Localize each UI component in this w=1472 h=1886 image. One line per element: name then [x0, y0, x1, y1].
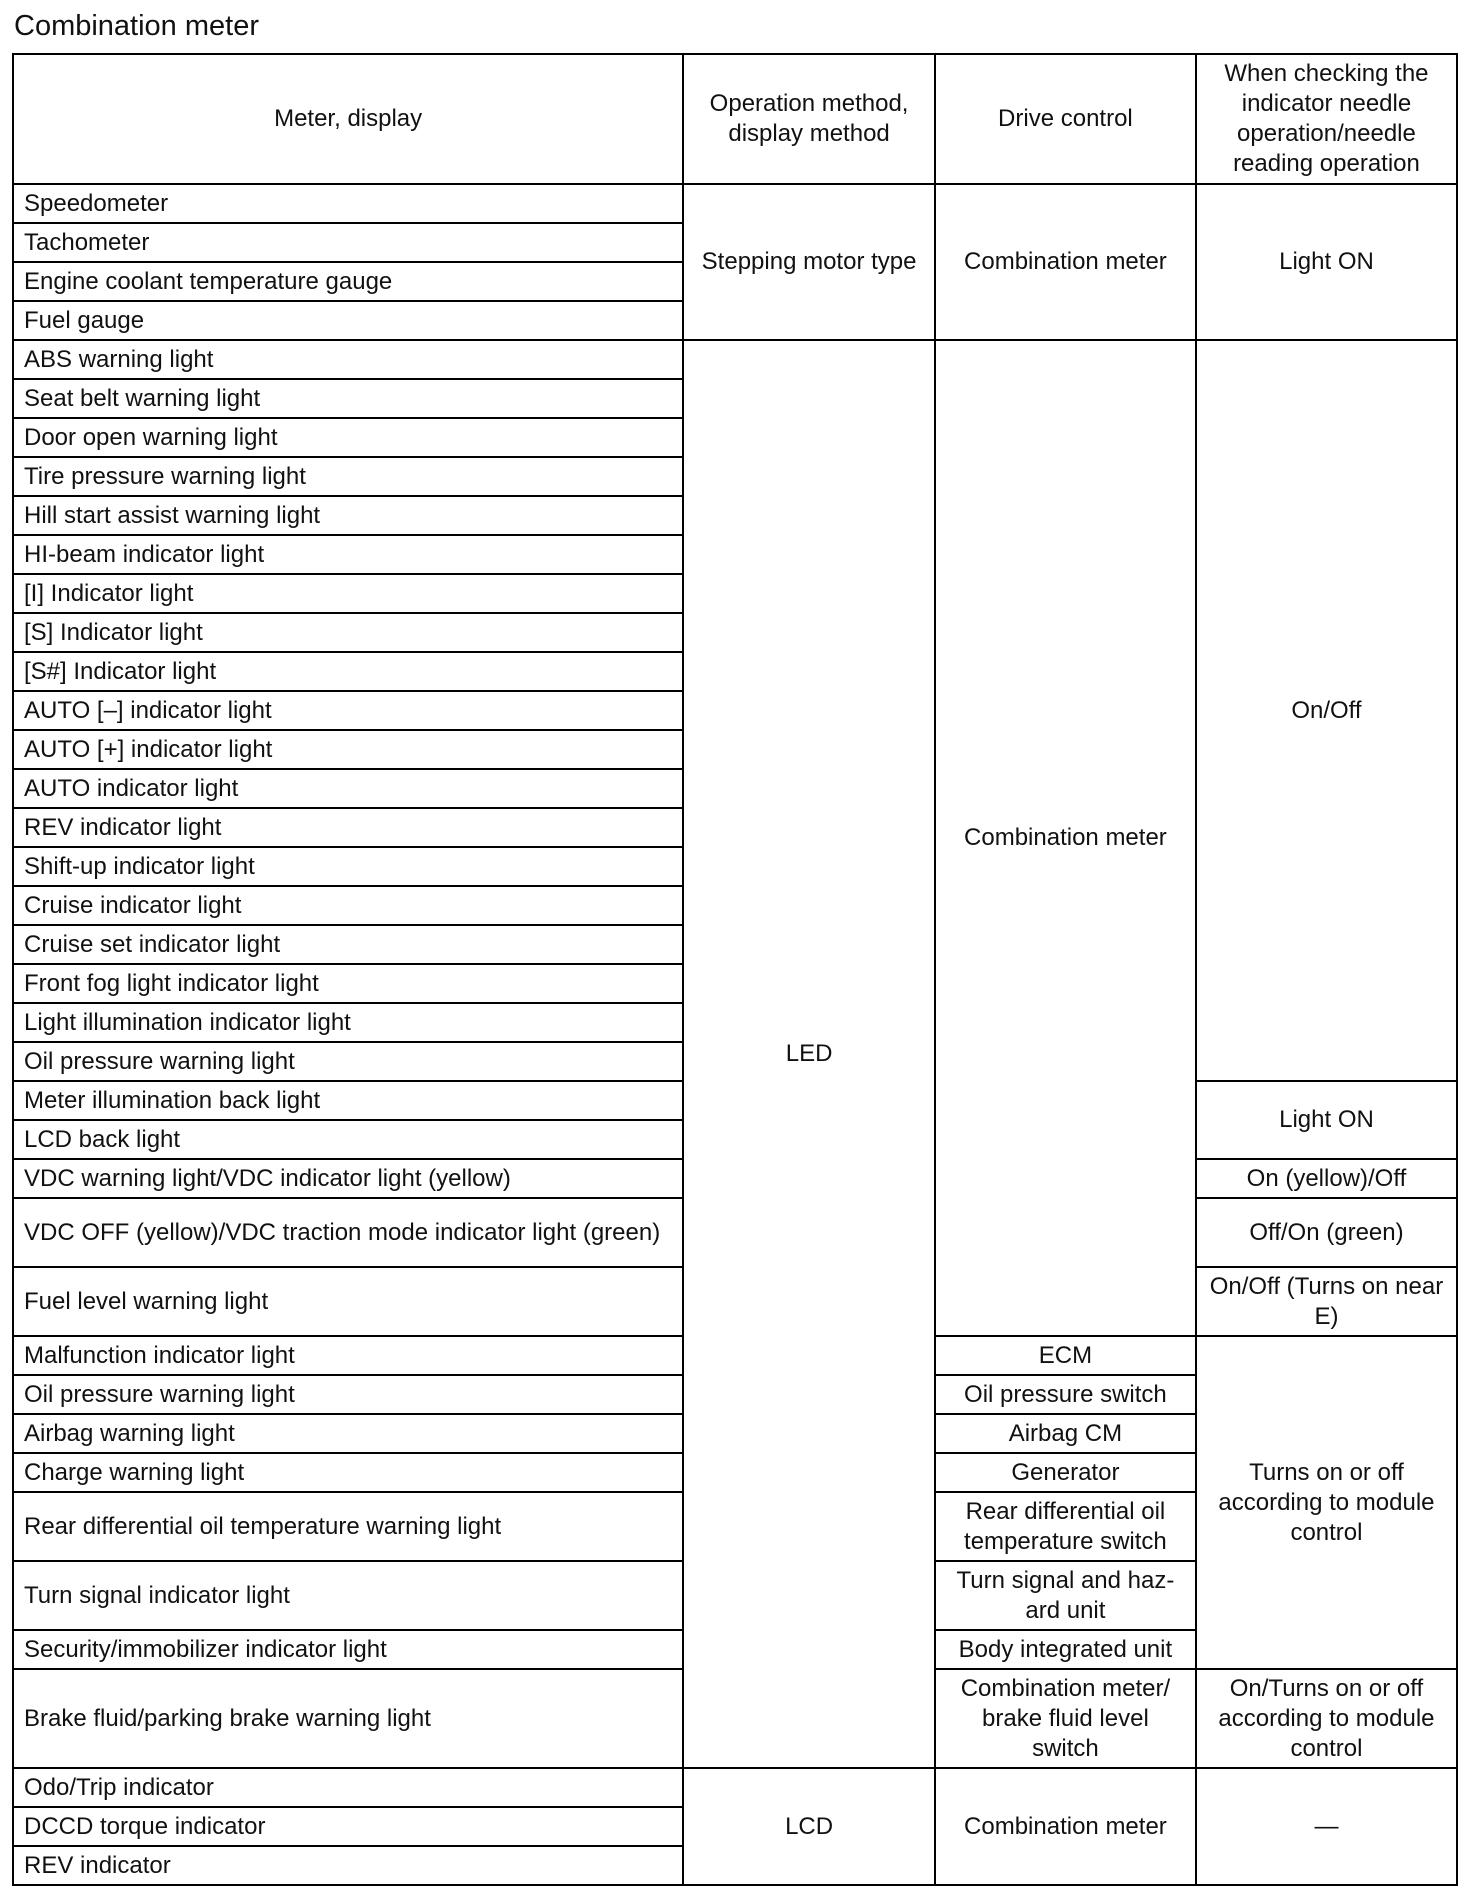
page-title: Combination meter	[14, 10, 259, 42]
meter-name: Fuel level warning light	[13, 1267, 683, 1336]
meter-name: Engine coolant temperature gauge	[13, 262, 683, 301]
table-row	[13, 1768, 1457, 1807]
operation-method: Stepping motor type	[683, 184, 935, 340]
meter-name: Tire pressure warning light	[13, 457, 683, 496]
checking-operation: On/Off (Turns on near E)	[1196, 1267, 1457, 1336]
meter-name: VDC OFF (yellow)/VDC traction mode indicator light (green)	[13, 1198, 683, 1267]
meter-name: HI-beam indicator light	[13, 535, 683, 574]
meter-name: [S] Indicator light	[13, 613, 683, 652]
meter-name: Security/immobilizer indicator light	[13, 1630, 683, 1669]
checking-operation: —	[1196, 1768, 1457, 1885]
meter-name: Malfunction indicator light	[13, 1336, 683, 1375]
meter-name: Front fog light indicator light	[13, 964, 683, 1003]
table-row	[13, 340, 1457, 379]
drive-control: Oil pressure switch	[935, 1375, 1196, 1414]
meter-name: [I] Indicator light	[13, 574, 683, 613]
checking-operation: Light ON	[1196, 1081, 1457, 1159]
operation-method: LCD	[683, 1768, 935, 1885]
meter-name: Shift-up indicator light	[13, 847, 683, 886]
drive-control: Airbag CM	[935, 1414, 1196, 1453]
meter-name: Fuel gauge	[13, 301, 683, 340]
meter-name: Oil pressure warning light	[13, 1042, 683, 1081]
meter-name: REV indicator	[13, 1846, 683, 1885]
meter-name: Speedometer	[13, 184, 683, 223]
drive-control: Rear differential oil temperature switch	[935, 1492, 1196, 1561]
table-row	[13, 184, 1457, 223]
checking-operation: On/Off	[1196, 340, 1457, 1081]
combination-meter-table	[12, 53, 1458, 1886]
meter-name: Cruise set indicator light	[13, 925, 683, 964]
checking-operation: Light ON	[1196, 184, 1457, 340]
meter-name: Seat belt warning light	[13, 379, 683, 418]
meter-name: VDC warning light/VDC indicator light (yellow)	[13, 1159, 683, 1198]
meter-name: Meter illumination back light	[13, 1081, 683, 1120]
meter-name: Airbag warning light	[13, 1414, 683, 1453]
meter-name: AUTO [+] indicator light	[13, 730, 683, 769]
meter-name: AUTO [–] indicator light	[13, 691, 683, 730]
meter-name: ABS warning light	[13, 340, 683, 379]
drive-control: ECM	[935, 1336, 1196, 1375]
operation-method: LED	[683, 340, 935, 1768]
checking-operation: On/Turns on or off according to module control	[1196, 1669, 1457, 1768]
drive-control: Combination meter/ brake fluid level switch	[935, 1669, 1196, 1768]
meter-name: Light illumination indicator light	[13, 1003, 683, 1042]
checking-operation: On (yellow)/Off	[1196, 1159, 1457, 1198]
meter-name: Rear differential oil temperature warning light	[13, 1492, 683, 1561]
meter-name: Oil pressure warning light	[13, 1375, 683, 1414]
header-checking-operation: When checking the indicator needle operation/needle reading operation	[1196, 54, 1457, 184]
meter-name: LCD back light	[13, 1120, 683, 1159]
meter-name: Door open warning light	[13, 418, 683, 457]
meter-name: REV indicator light	[13, 808, 683, 847]
checking-operation: Off/On (green)	[1196, 1198, 1457, 1267]
meter-name: AUTO indicator light	[13, 769, 683, 808]
header-meter-display: Meter, display	[13, 54, 683, 184]
meter-name: Cruise indicator light	[13, 886, 683, 925]
meter-name: Tachometer	[13, 223, 683, 262]
meter-name: Turn signal indicator light	[13, 1561, 683, 1630]
meter-name: Hill start assist warning light	[13, 496, 683, 535]
meter-name: Charge warning light	[13, 1453, 683, 1492]
drive-control: Combination meter	[935, 340, 1196, 1336]
drive-control: Combination meter	[935, 1768, 1196, 1885]
meter-name: DCCD torque indicator	[13, 1807, 683, 1846]
drive-control: Turn signal and haz-ard unit	[935, 1561, 1196, 1630]
meter-name: Brake fluid/parking brake warning light	[13, 1669, 683, 1768]
meter-name: Odo/Trip indicator	[13, 1768, 683, 1807]
meter-name: [S#] Indicator light	[13, 652, 683, 691]
drive-control: Combination meter	[935, 184, 1196, 340]
drive-control: Body integrated unit	[935, 1630, 1196, 1669]
checking-operation: Turns on or off according to module control	[1196, 1336, 1457, 1669]
header-row	[13, 54, 1457, 184]
drive-control: Generator	[935, 1453, 1196, 1492]
header-drive-control: Drive control	[935, 54, 1196, 184]
header-operation-method: Operation method, display method	[683, 54, 935, 184]
